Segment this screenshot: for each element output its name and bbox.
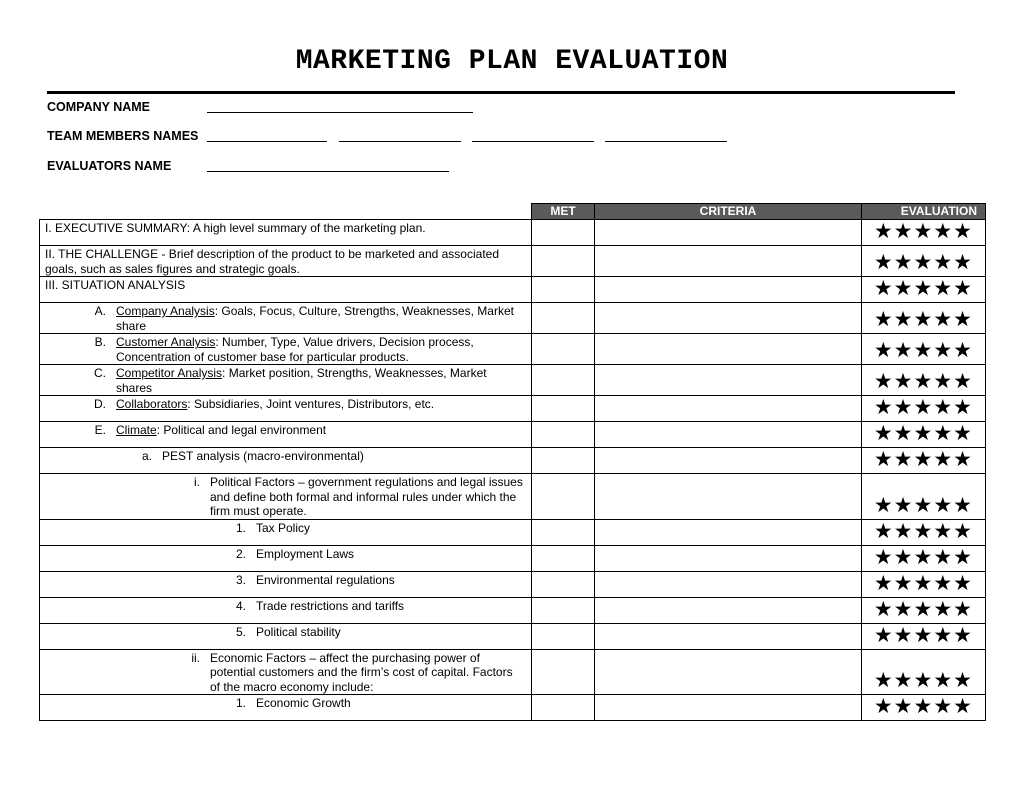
item-text xyxy=(256,521,531,536)
header-blank xyxy=(40,204,532,220)
criteria-cell[interactable] xyxy=(595,519,862,545)
met-cell[interactable] xyxy=(532,277,595,303)
item-marker: 3. xyxy=(235,572,246,587)
criteria-cell[interactable] xyxy=(595,277,862,303)
page-title: MARKETING PLAN EVALUATION xyxy=(295,46,729,77)
item-marker: A. xyxy=(94,304,106,318)
table-row xyxy=(40,303,986,334)
item-cell xyxy=(40,422,532,448)
item-marker: E. xyxy=(94,423,106,437)
item-text xyxy=(256,625,531,640)
star-rating[interactable]: ★★★★★ xyxy=(862,334,986,365)
item-cell xyxy=(40,545,532,571)
team-member-blank-2[interactable] xyxy=(339,129,461,142)
item-cell xyxy=(40,597,532,623)
item-cell xyxy=(40,519,532,545)
item-description: : Goals, Focus, Culture, Strengths, Weaknesses, Market share xyxy=(116,304,514,333)
criteria-cell[interactable] xyxy=(595,474,862,520)
item-cell xyxy=(40,246,532,277)
item-marker: a. xyxy=(141,449,152,463)
company-name-label: COMPANY NAME xyxy=(47,100,151,114)
table-row xyxy=(40,422,986,448)
criteria-cell[interactable] xyxy=(595,422,862,448)
item-text xyxy=(256,696,531,711)
star-rating[interactable]: ★★★★★ xyxy=(862,545,986,571)
table-row xyxy=(40,649,986,695)
item-cell xyxy=(40,448,532,474)
item-marker: ii. xyxy=(191,650,200,665)
evaluators-blank[interactable] xyxy=(207,159,449,172)
star-rating[interactable]: ★★★★★ xyxy=(862,597,986,623)
item-text xyxy=(256,599,531,614)
team-member-blank-3[interactable] xyxy=(472,129,594,142)
met-cell[interactable] xyxy=(532,246,595,277)
met-cell[interactable] xyxy=(532,303,595,334)
item-description: Trade restrictions and tariffs xyxy=(256,598,405,613)
table-row xyxy=(40,277,986,303)
criteria-cell[interactable] xyxy=(595,571,862,597)
item-text xyxy=(256,547,531,562)
criteria-cell[interactable] xyxy=(595,396,862,422)
met-cell[interactable] xyxy=(532,695,595,721)
item-marker: 1. xyxy=(235,696,246,710)
star-rating[interactable]: ★★★★★ xyxy=(862,623,986,649)
criteria-cell[interactable] xyxy=(595,448,862,474)
item-heading: Competitor Analysis xyxy=(116,366,223,380)
criteria-cell[interactable] xyxy=(595,623,862,649)
item-heading: Company Analysis xyxy=(116,304,215,318)
item-text xyxy=(116,423,531,438)
star-rating[interactable]: ★★★★★ xyxy=(862,571,986,597)
item-cell xyxy=(40,220,532,246)
star-rating[interactable]: ★★★★★ xyxy=(862,246,986,277)
item-text xyxy=(116,366,531,395)
star-rating[interactable]: ★★★★★ xyxy=(862,365,986,396)
item-heading: Collaborators xyxy=(116,397,188,411)
item-cell xyxy=(40,474,532,520)
item-marker: 1. xyxy=(235,520,246,535)
met-cell[interactable] xyxy=(532,448,595,474)
item-description: Economic Growth xyxy=(256,696,351,710)
criteria-cell[interactable] xyxy=(595,545,862,571)
met-cell[interactable] xyxy=(532,571,595,597)
item-text xyxy=(45,247,531,276)
team-member-blank-4[interactable] xyxy=(605,129,727,142)
table-row xyxy=(40,246,986,277)
met-cell[interactable] xyxy=(532,623,595,649)
item-marker: B. xyxy=(94,335,106,349)
met-cell[interactable] xyxy=(532,334,595,365)
item-marker: 4. xyxy=(235,598,246,613)
table-header-row xyxy=(40,204,986,220)
table-row xyxy=(40,365,986,396)
table-row xyxy=(40,545,986,571)
table-row xyxy=(40,220,986,246)
met-cell[interactable] xyxy=(532,519,595,545)
item-cell xyxy=(40,649,532,695)
item-description: : Political and legal environment xyxy=(156,423,327,437)
item-description: : Market position, Strengths, Weaknesses, Market shares xyxy=(116,366,487,395)
criteria-cell[interactable] xyxy=(595,303,862,334)
met-cell[interactable] xyxy=(532,365,595,396)
item-description: Employment Laws xyxy=(256,546,355,561)
met-cell[interactable] xyxy=(532,220,595,246)
table-row xyxy=(40,571,986,597)
met-cell[interactable] xyxy=(532,422,595,448)
title-divider xyxy=(47,91,955,94)
item-text xyxy=(162,449,531,464)
star-rating[interactable]: ★★★★★ xyxy=(862,303,986,334)
item-cell xyxy=(40,334,532,365)
star-rating[interactable]: ★★★★★ xyxy=(862,396,986,422)
item-marker: 5. xyxy=(235,624,246,639)
item-description: I. EXECUTIVE SUMMARY: A high level summary of the marketing plan. xyxy=(45,221,426,235)
item-marker: 2. xyxy=(235,546,246,561)
item-cell xyxy=(40,277,532,303)
criteria-cell[interactable] xyxy=(595,597,862,623)
item-marker: D. xyxy=(94,397,106,411)
star-rating[interactable]: ★★★★★ xyxy=(862,448,986,474)
team-member-blank-1[interactable] xyxy=(207,129,327,142)
item-description: PEST analysis (macro-environmental) xyxy=(162,449,364,463)
item-marker: i. xyxy=(194,475,200,489)
item-text xyxy=(256,573,531,588)
team-members-label: TEAM MEMBERS NAMES xyxy=(47,129,199,143)
item-cell xyxy=(40,396,532,422)
item-heading: Climate xyxy=(116,423,157,437)
item-description: : Number, Type, Value drivers, Decision process, Concentration of customer base for particular products. xyxy=(116,335,474,364)
criteria-cell[interactable] xyxy=(595,695,862,721)
star-rating[interactable]: ★★★★★ xyxy=(862,519,986,545)
item-cell xyxy=(40,365,532,396)
item-description: Economic Factors – affect the purchasing power of potential customers and the firm’s cost of capital. Factors of the macro economy include: xyxy=(210,650,513,694)
item-cell xyxy=(40,571,532,597)
table-row xyxy=(40,396,986,422)
item-text xyxy=(210,475,531,519)
item-description: : Subsidiaries, Joint ventures, Distributors, etc. xyxy=(187,397,435,411)
company-name-blank[interactable] xyxy=(207,100,473,113)
star-rating[interactable]: ★★★★★ xyxy=(862,695,986,721)
criteria-header: CRITERIA xyxy=(595,204,862,220)
met-cell[interactable] xyxy=(532,649,595,695)
met-header: MET xyxy=(532,204,595,220)
item-text xyxy=(116,335,531,364)
item-cell xyxy=(40,303,532,334)
table-row xyxy=(40,334,986,365)
item-marker: C. xyxy=(94,366,106,380)
item-cell xyxy=(40,695,532,721)
item-description: Environmental regulations xyxy=(256,572,395,587)
item-description: III. SITUATION ANALYSIS xyxy=(45,278,186,292)
star-rating[interactable]: ★★★★★ xyxy=(862,220,986,246)
star-rating[interactable]: ★★★★★ xyxy=(862,277,986,303)
item-cell xyxy=(40,623,532,649)
table-row xyxy=(40,448,986,474)
table-row xyxy=(40,597,986,623)
met-cell[interactable] xyxy=(532,396,595,422)
item-text xyxy=(116,304,531,333)
star-rating[interactable]: ★★★★★ xyxy=(862,649,986,695)
met-cell[interactable] xyxy=(532,597,595,623)
item-text xyxy=(210,651,531,695)
item-description: Tax Policy xyxy=(256,520,311,535)
item-text xyxy=(45,278,531,293)
item-description: Political stability xyxy=(256,624,341,639)
star-rating[interactable]: ★★★★★ xyxy=(862,474,986,520)
item-description: II. THE CHALLENGE - Brief description of the product to be marketed and associated goals, such as sales figures and strategic goals. xyxy=(45,247,500,276)
met-cell[interactable] xyxy=(532,545,595,571)
table-row xyxy=(40,474,986,520)
table-body xyxy=(40,220,986,721)
evaluators-label: EVALUATORS NAME xyxy=(47,159,172,173)
item-text xyxy=(116,397,531,412)
table-row xyxy=(40,519,986,545)
table-row xyxy=(40,623,986,649)
evaluation-table xyxy=(39,203,986,721)
criteria-cell[interactable] xyxy=(595,246,862,277)
star-rating[interactable]: ★★★★★ xyxy=(862,422,986,448)
criteria-cell[interactable] xyxy=(595,649,862,695)
criteria-cell[interactable] xyxy=(595,220,862,246)
item-heading: Customer Analysis xyxy=(116,335,216,349)
criteria-cell[interactable] xyxy=(595,365,862,396)
table-row xyxy=(40,695,986,721)
evaluation-header: EVALUATION xyxy=(862,204,986,220)
item-text xyxy=(45,221,531,236)
criteria-cell[interactable] xyxy=(595,334,862,365)
met-cell[interactable] xyxy=(532,474,595,520)
item-description: Political Factors – government regulations and legal issues and define both formal and informal rules under which the firm must operate. xyxy=(210,475,523,518)
